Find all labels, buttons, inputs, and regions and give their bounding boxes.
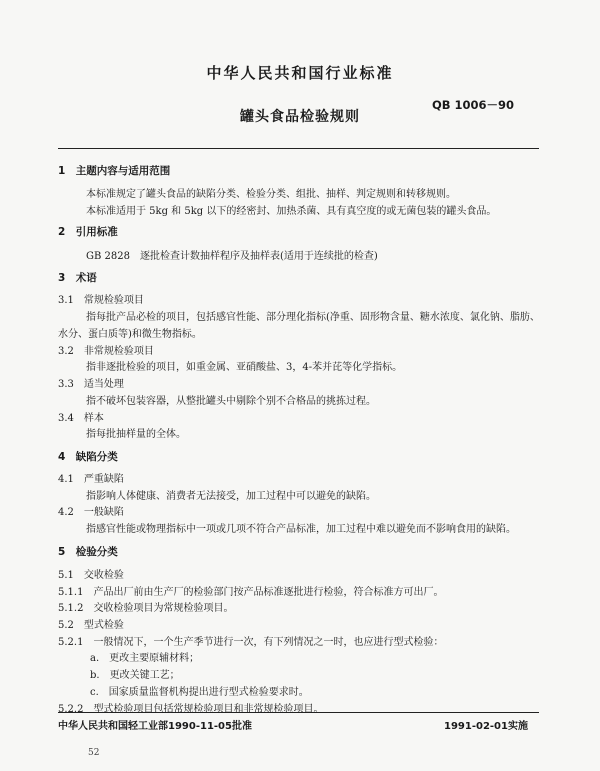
term-3-4-heading: 3.4 样本 <box>58 412 104 424</box>
approval-date: 中华人民共和国轻工业部1990-11-05批准 <box>58 721 252 732</box>
term-3-1-heading: 3.1 常规检验项目 <box>58 295 144 307</box>
term-3-1-text-cont: 水分、蛋白质等)和微生物指标。 <box>58 328 202 340</box>
inspection-5-1-2: 5.1.2 交收检验项目为常规检验项目。 <box>58 603 234 615</box>
list-item-c: c. 国家质量监督机构提出进行型式检验要求时。 <box>90 686 309 698</box>
section-5-heading: 5 检验分类 <box>58 546 118 559</box>
inspection-5-1-1: 5.1.1 产品出厂前由生产厂的检验部门按产品标准逐批进行检验，符合标准方可出厂。 <box>58 586 444 598</box>
inspection-5-2-1: 5.2.1 一般情况下，一个生产季节进行一次，有下列情况之一时，也应进行型式检验： <box>58 636 444 648</box>
term-3-1-text: 指每批产品必检的项目，包括感官性能、部分理化指标(净重、固形物含量、糖水浓度、氯化钠、脂肪、 <box>86 312 540 324</box>
defect-4-1-text: 指影响人体健康、消费者无法接受，加工过程中可以避免的缺陷。 <box>86 490 376 502</box>
defect-4-1-heading: 4.1 严重缺陷 <box>58 473 124 485</box>
term-3-4-text: 指每批抽样量的全体。 <box>86 429 186 441</box>
term-3-3-text: 指不破坏包装容器，从整批罐头中剔除个别不合格品的挑拣过程。 <box>86 395 376 407</box>
section-4-heading: 4 缺陷分类 <box>58 450 118 463</box>
section-1-para-2: 本标准适用于 5kg 和 5kg 以下的经密封、加热杀菌、具有真空度的或无菌包装的罐头食品。 <box>86 206 497 218</box>
section-1-para-1: 本标准规定了罐头食品的缺陷分类、检验分类、组批、抽样、判定规则和转移规则。 <box>86 189 456 201</box>
inspection-5-2-2: 5.2.2 型式检验项目包括常规检验项目和非常规检验项目。 <box>58 703 324 715</box>
effective-date: 1991-02-01实施 <box>444 721 528 732</box>
list-item-b: b. 更改关键工艺； <box>90 670 180 682</box>
footer-divider <box>58 712 539 713</box>
page-number: 52 <box>88 748 100 758</box>
section-3-heading: 3 术语 <box>58 272 97 284</box>
defect-4-2-text: 指感官性能或物理指标中一项或几项不符合产品标准，加工过程中难以避免而不影响食用的缺陷。 <box>86 524 516 536</box>
list-item-a: a. 更改主要原辅材料； <box>90 653 200 665</box>
header-divider <box>58 148 539 149</box>
standard-code: QB 1006－90 <box>432 98 515 112</box>
term-3-3-heading: 3.3 适当处理 <box>58 379 124 391</box>
inspection-5-1-heading: 5.1 交收检验 <box>58 569 124 581</box>
document-title: 罐头食品检验规则 <box>240 109 360 125</box>
reference-gb2828: GB 2828 逐批检查计数抽样程序及抽样表(适用于连续批的检查) <box>86 250 378 262</box>
defect-4-2-heading: 4.2 一般缺陷 <box>58 507 124 519</box>
section-2-heading: 2 引用标准 <box>58 226 118 239</box>
term-3-2-heading: 3.2 非常规检验项目 <box>58 345 154 357</box>
section-1-heading: 1 主题内容与适用范围 <box>58 165 171 177</box>
term-3-2-text: 指非逐批检验的项目，如重金属、亚硝酸盐、3，4-苯并芘等化学指标。 <box>86 362 403 374</box>
issuing-organization: 中华人民共和国行业标准 <box>206 64 394 82</box>
inspection-5-2-heading: 5.2 型式检验 <box>58 619 124 631</box>
